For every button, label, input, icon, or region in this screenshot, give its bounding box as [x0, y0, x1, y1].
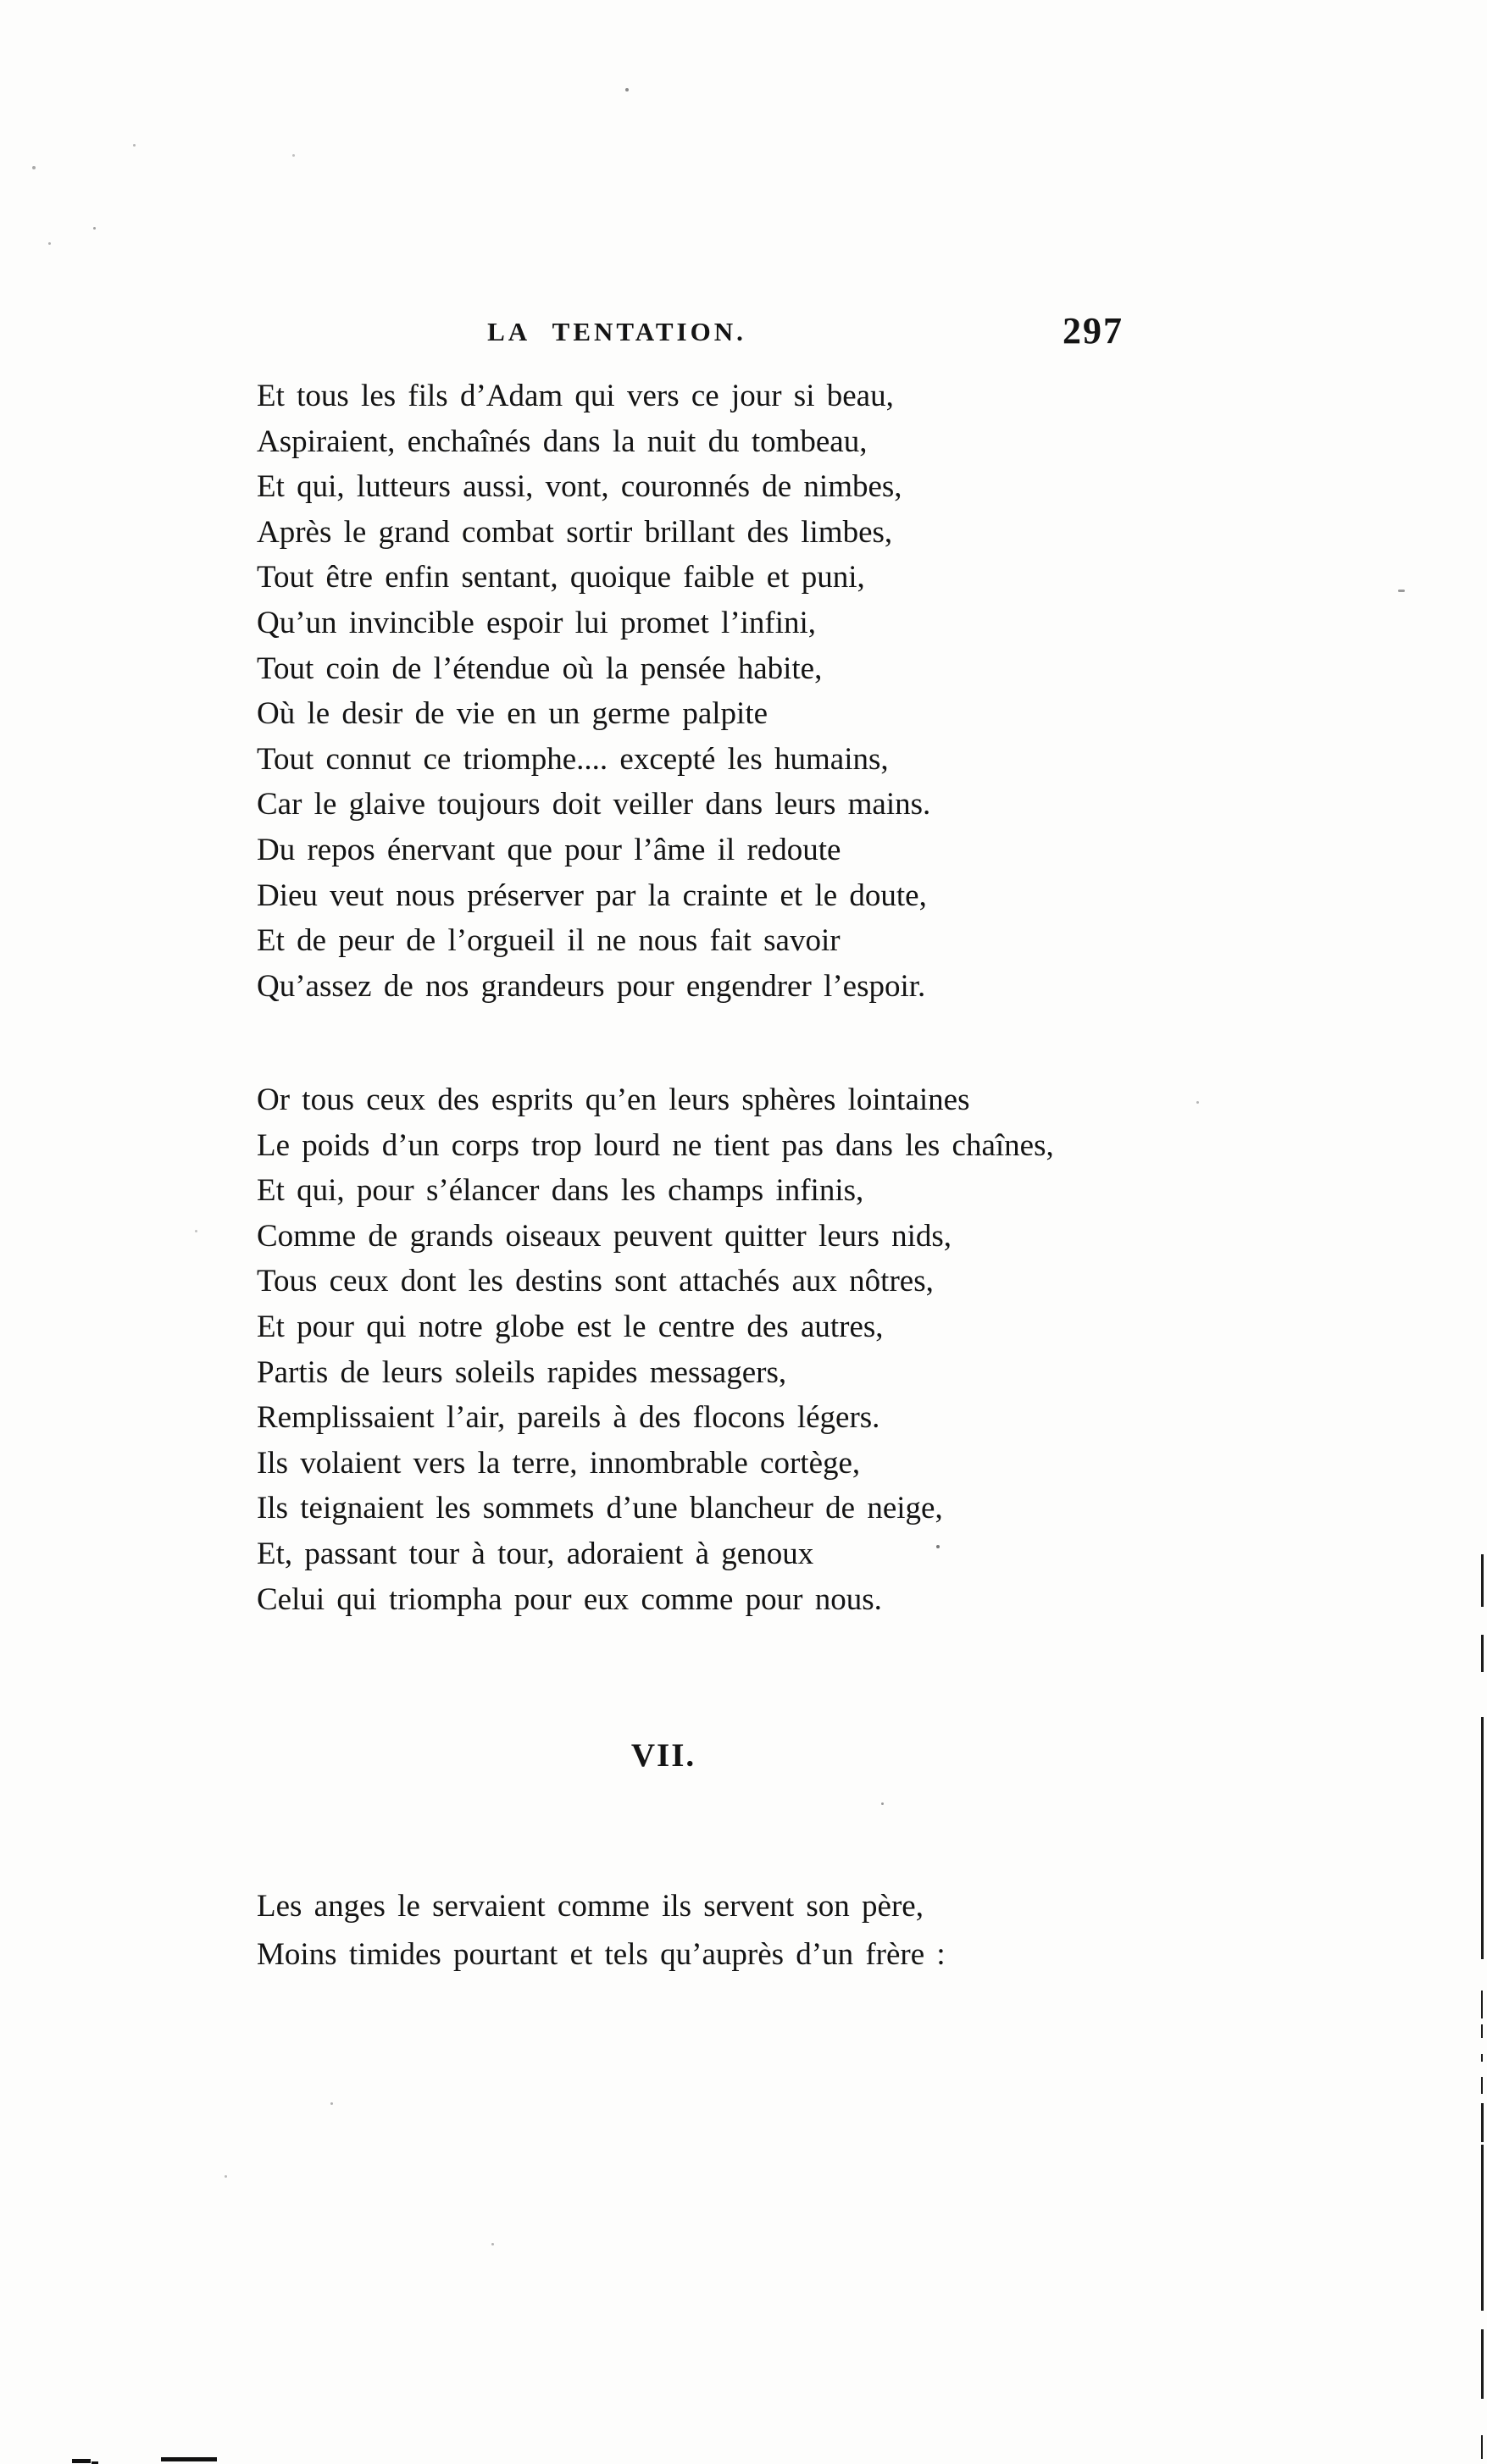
page-edge-line	[1481, 1635, 1484, 1672]
stanza-2	[257, 1077, 1189, 1622]
section-heading: VII.	[630, 1737, 696, 1774]
poem-line: Or tous ceux des esprits qu’en leurs sphères lointaines	[257, 1082, 970, 1117]
scan-speck	[133, 144, 136, 147]
page-edge-line	[1481, 1554, 1484, 1607]
poem-line: Tout connut ce triomphe.... excepté les humains,	[257, 741, 889, 777]
page-edge-line	[1481, 1717, 1484, 1959]
page-edge-line	[1481, 2103, 1484, 2142]
page-number: 297	[1063, 310, 1124, 352]
page-edge-line	[1481, 2024, 1483, 2038]
scan-speck	[1196, 1101, 1199, 1104]
poem-line: Et de peur de l’orgueil il ne nous fait savoir	[257, 923, 841, 959]
poem-line: Après le grand combat sortir brillant des limbes,	[257, 514, 893, 550]
page-edge-line	[1481, 2435, 1483, 2459]
page-edge-line	[1481, 2077, 1483, 2094]
page-edge-line	[1481, 2054, 1483, 2062]
poem-line: Le poids d’un corps trop lourd ne tient pas dans les chaînes,	[257, 1127, 1054, 1163]
poem-line: Remplissaient l’air, pareils à des flocons légers.	[257, 1400, 880, 1436]
poem-line: Tout être enfin sentant, quoique faible et puni,	[257, 560, 865, 595]
page-title: LA TENTATION.	[487, 317, 746, 346]
scan-speck	[1398, 590, 1405, 592]
poem-line: Et qui, pour s’élancer dans les champs infinis,	[257, 1173, 864, 1209]
scan-speck	[32, 166, 36, 169]
poem-line: Et, passant tour à tour, adoraient à genoux	[257, 1536, 814, 1571]
page-edge-line	[1481, 2145, 1484, 2311]
poem-line: Ils volaient vers la terre, innombrable cortège,	[257, 1445, 861, 1481]
poem-line: Car le glaive toujours doit veiller dans leurs mains.	[257, 787, 931, 822]
poem-line: Qu’assez de nos grandeurs pour engendrer l’espoir.	[257, 968, 926, 1004]
scan-speck	[48, 242, 51, 245]
poem-line: Ils teignaient les sommets d’une blancheur de neige,	[257, 1491, 943, 1526]
scan-speck	[491, 2243, 494, 2245]
scan-speck	[225, 2175, 227, 2178]
scan-speck	[330, 2102, 333, 2105]
poem-line: Et qui, lutteurs aussi, vont, couronnés de nimbes,	[257, 469, 902, 505]
stanza-3	[257, 1882, 1189, 1979]
bottom-edge-mark	[72, 2459, 91, 2463]
poem-line: Les anges le servaient comme ils servent son père,	[257, 1889, 924, 1924]
poem-line: Partis de leurs soleils rapides messagers,	[257, 1354, 787, 1390]
poem-line: Et tous les fils d’Adam qui vers ce jour si beau,	[257, 379, 894, 413]
poem-line: Tous ceux dont les destins sont attachés aux nôtres,	[257, 1264, 934, 1299]
scan-speck	[195, 1230, 197, 1232]
scan-speck	[93, 227, 96, 230]
page-edge-line	[1481, 1991, 1483, 2018]
bottom-edge-mark	[161, 2457, 217, 2461]
poem-line: Moins timides pourtant et tels qu’auprès d’un frère :	[257, 1937, 946, 1972]
poem-line: Du repos énervant que pour l’âme il redoute	[257, 832, 841, 867]
running-head	[257, 313, 977, 351]
scan-speck	[625, 88, 629, 91]
poem-line: Comme de grands oiseaux peuvent quitter leurs nids,	[257, 1218, 952, 1254]
poem-line: Et pour qui notre globe est le centre des autres,	[257, 1309, 884, 1344]
scan-speck	[881, 1802, 884, 1805]
scan-speck	[292, 154, 295, 157]
scan-speck	[936, 1545, 940, 1548]
poem-line: Dieu veut nous préserver par la crainte et le doute,	[257, 878, 927, 913]
poem-line: Qu’un invincible espoir lui promet l’infini,	[257, 605, 817, 640]
stanza-1	[257, 374, 1189, 1009]
poem-line: Où le desir de vie en un germe palpite	[257, 696, 768, 732]
poem-line: Celui qui triompha pour eux comme pour nous.	[257, 1581, 882, 1617]
page-edge-line	[1481, 2329, 1484, 2399]
poem-line: Aspiraient, enchaînés dans la nuit du tombeau,	[257, 424, 868, 459]
poem-line: Tout coin de l’étendue où la pensée habite,	[257, 651, 823, 686]
